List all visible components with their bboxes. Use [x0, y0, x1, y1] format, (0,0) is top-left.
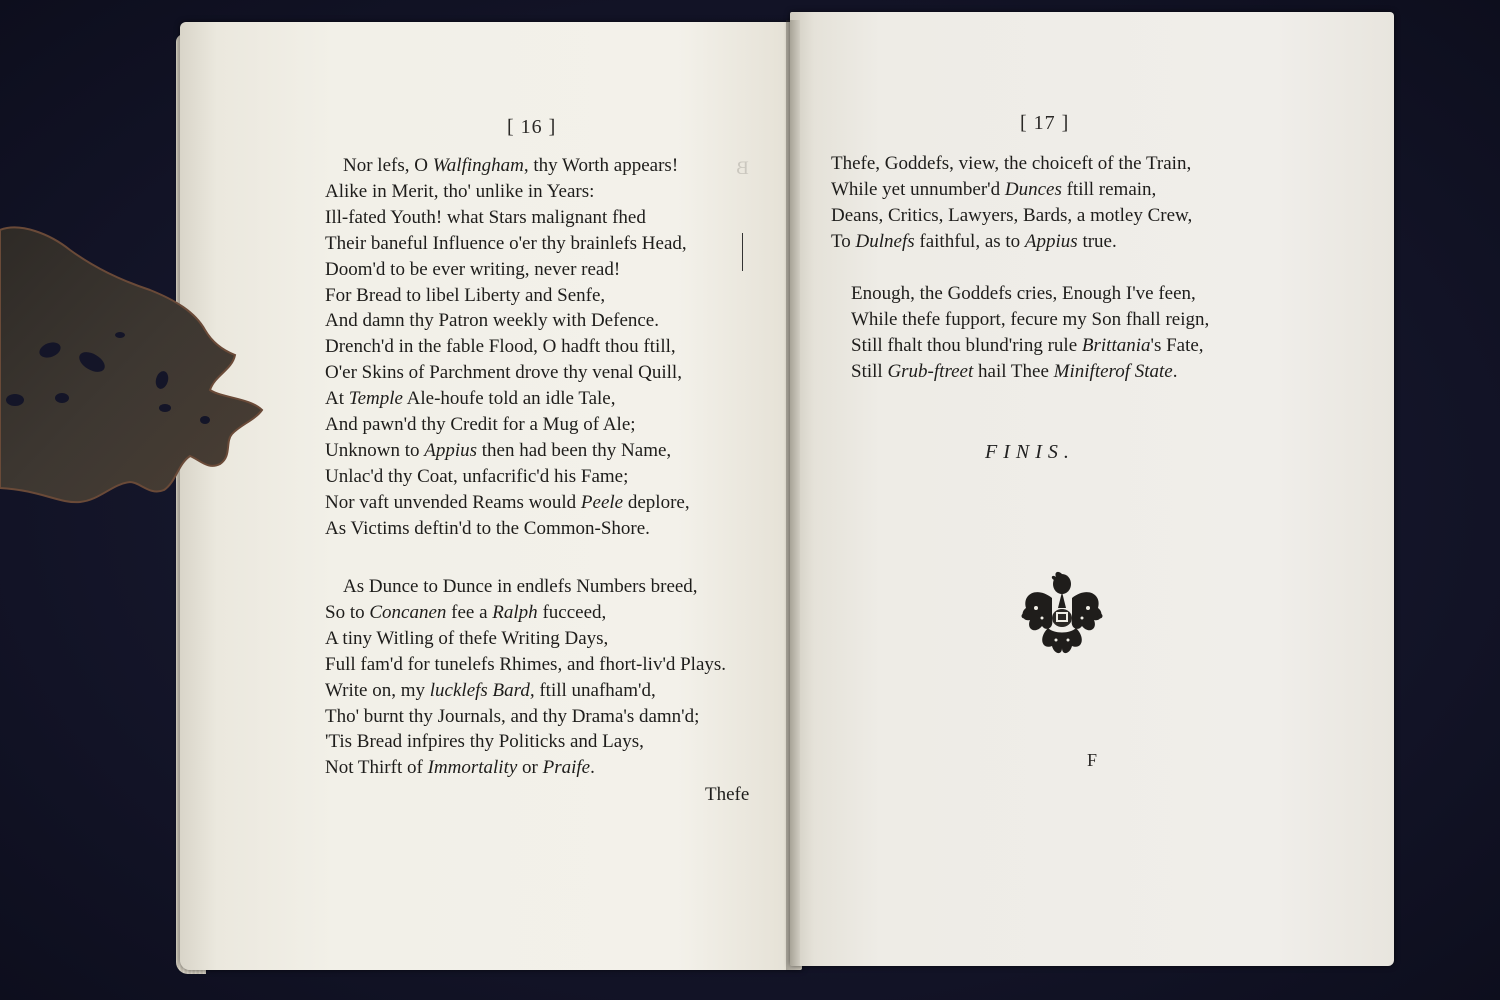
verse-italic-text: Dunces [1004, 178, 1062, 200]
verse-line [325, 179, 690, 205]
verse-text: fucceed, [537, 601, 607, 623]
finis-text: FINIS. [985, 441, 1075, 463]
verse-line [325, 626, 726, 652]
verse-italic-text: Minifterof State [1053, 360, 1173, 382]
verse-text: While thefe fupport, fecure my Son fhall reign, [851, 308, 1210, 330]
verse-line [325, 205, 690, 231]
verse-text: And pawn'd thy Credit for a Mug of Ale; [325, 414, 636, 436]
verse-line [325, 334, 690, 360]
verse-line [325, 516, 690, 542]
verse-line [325, 386, 690, 412]
verse-text: Their baneful Influence o'er thy brainlefs Head, [325, 232, 687, 254]
verse-line [325, 704, 726, 730]
verse-text: Enough, the Goddefs cries, Enough I've feen, [851, 283, 1196, 304]
verse-line [325, 153, 690, 179]
verse-text: , thy Worth appears! [523, 155, 679, 176]
verse-text: Ill-fated Youth! what Stars malignant fhed [325, 206, 646, 228]
verse-line [325, 652, 726, 678]
verse-line [833, 359, 1209, 385]
verse-text: To [831, 230, 856, 252]
verse-italic-text: Peele [580, 491, 624, 513]
verse-line [325, 308, 690, 334]
verse-text: A tiny Witling of thefe Writing Days, [325, 627, 609, 649]
right-stanza-1 [831, 151, 1192, 255]
floral-vignette-icon [1012, 568, 1112, 660]
verse-text: deplore, [623, 491, 690, 513]
verse-line [325, 412, 690, 438]
verse-text: 's Fate, [1150, 334, 1204, 356]
verse-line [325, 231, 690, 257]
signature-mark: F [1087, 750, 1098, 770]
verse-text: Ale-houfe told an idle Tale, [402, 388, 616, 410]
left-stanza-2 [325, 574, 726, 781]
left-page-number: [ 16 ] [507, 116, 557, 138]
verse-line [325, 490, 690, 516]
verse-line [325, 755, 726, 781]
verse-text: Nor lefs, O [343, 155, 433, 176]
verse-line [325, 257, 690, 283]
verse-line [325, 729, 726, 755]
verse-text: Doom'd to be ever writing, never read! [325, 258, 621, 280]
verse-line [831, 203, 1192, 229]
show-through-text: B [736, 158, 749, 179]
verse-text: or [517, 757, 543, 779]
verse-line [831, 151, 1192, 177]
verse-line [325, 574, 726, 600]
verse-line [325, 283, 690, 309]
verse-line [831, 177, 1192, 203]
verse-text: Not Thirft of [325, 757, 428, 779]
right-stanza-2 [833, 281, 1209, 385]
verse-text: Write on, my [325, 679, 430, 701]
verse-text: Drench'd in the fable Flood, O hadft thou ftill, [325, 336, 676, 358]
verse-text: For Bread to libel Liberty and Senfe, [325, 284, 606, 306]
verse-text: Still [851, 360, 888, 382]
verse-italic-text: Immortality [427, 757, 518, 779]
verse-text: ftill unafham'd, [534, 679, 656, 701]
verse-text: . [590, 757, 595, 779]
verse-text: Alike in Merit, tho' unlike in Years: [325, 180, 595, 202]
verse-line [325, 464, 690, 490]
verse-italic-text: Temple [348, 388, 403, 410]
verse-text: O'er Skins of Parchment drove thy venal Quill, [325, 362, 682, 384]
verse-line [833, 281, 1209, 307]
verse-line [325, 678, 726, 704]
verse-line [325, 360, 690, 386]
verse-italic-text: Praife [542, 757, 591, 779]
verse-text: And damn thy Patron weekly with Defence. [325, 310, 659, 332]
verse-text: fee a [446, 601, 493, 623]
verse-italic-text: Appius [1024, 230, 1078, 252]
verse-line [325, 438, 690, 464]
metal-bookmark-clip [0, 220, 270, 510]
verse-italic-text: lucklefs Bard, [429, 679, 535, 701]
verse-text: Thefe, Goddefs, view, the choiceft of the Train, [831, 153, 1192, 174]
verse-italic-text: Ralph [492, 601, 538, 623]
verse-text: hail Thee [973, 360, 1054, 382]
verse-text: As Victims deftin'd to the Common-Shore. [325, 517, 650, 539]
margin-bracket [742, 233, 748, 271]
verse-italic-text: Grub-ftreet [887, 360, 974, 382]
verse-text: true. [1077, 230, 1117, 252]
verse-text: ftill remain, [1061, 178, 1157, 200]
verse-text: Still fhalt thou blund'ring rule [851, 334, 1082, 356]
verse-text: faithful, as to [914, 230, 1025, 252]
catchword: Thefe [705, 784, 750, 805]
verse-italic-text: Walfingham [432, 155, 524, 176]
left-stanza-1 [325, 153, 690, 542]
verse-line [831, 229, 1192, 255]
verse-italic-text: Concanen [369, 601, 447, 623]
verse-text: Nor vaft unvended Reams would [325, 491, 581, 513]
verse-text: 'Tis Bread infpires thy Politicks and Lays, [325, 731, 644, 753]
verse-line [833, 307, 1209, 333]
verse-text: Unlac'd thy Coat, unfacrific'd his Fame; [325, 465, 629, 487]
verse-italic-text: Appius [424, 439, 478, 461]
verse-text: Full fam'd for tunelefs Rhimes, and fhort-liv'd Plays. [325, 653, 727, 675]
verse-text: then had been thy Name, [477, 439, 672, 461]
verse-line [325, 600, 726, 626]
verse-text: Unknown to [325, 439, 425, 461]
verse-text: . [1172, 360, 1178, 382]
right-page-number: [ 17 ] [1020, 112, 1070, 134]
verse-line [833, 333, 1209, 359]
verse-text: Tho' burnt thy Journals, and thy Drama's damn'd; [325, 705, 700, 727]
verse-italic-text: Brittania [1081, 334, 1151, 356]
verse-text: At [325, 388, 349, 410]
book-gutter [786, 20, 800, 970]
verse-text: As Dunce to Dunce in endlefs Numbers breed, [343, 576, 698, 597]
verse-text: While yet unnumber'd [831, 178, 1005, 200]
verse-text: So to [325, 601, 370, 623]
verse-text: Deans, Critics, Lawyers, Bards, a motley Crew, [831, 204, 1193, 226]
verse-italic-text: Dulnefs [855, 230, 915, 252]
